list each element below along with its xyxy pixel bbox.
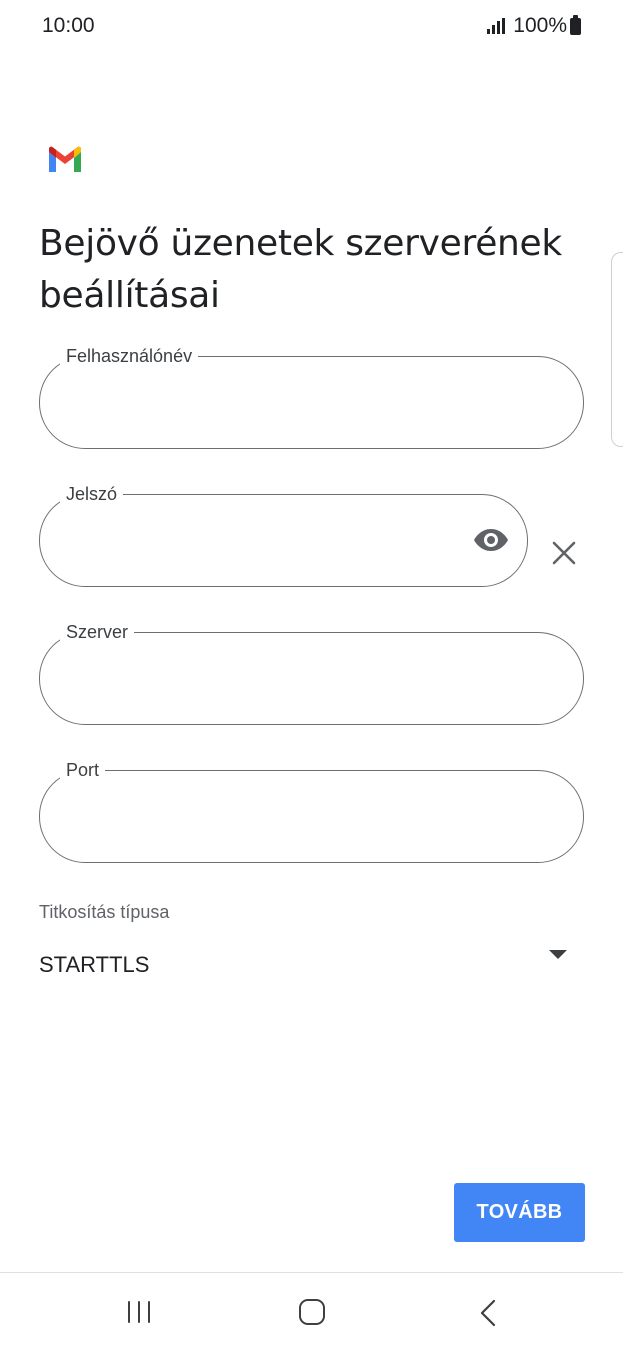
- nav-bar: [0, 1273, 623, 1349]
- scroll-indicator: [611, 252, 623, 447]
- password-label: Jelszó: [60, 482, 123, 506]
- status-icons: [487, 14, 581, 38]
- battery-percentage: 100%: [513, 14, 567, 37]
- server-field[interactable]: [39, 622, 584, 725]
- dropdown-arrow-icon[interactable]: [549, 950, 567, 959]
- status-bar: [0, 0, 623, 56]
- eye-icon[interactable]: [473, 527, 509, 553]
- recent-apps-icon[interactable]: [126, 1300, 152, 1324]
- encryption-label: Titkosítás típusa: [39, 902, 170, 922]
- username-input[interactable]: [66, 379, 549, 425]
- port-input[interactable]: [66, 793, 549, 839]
- close-icon[interactable]: [551, 540, 577, 566]
- back-icon[interactable]: [478, 1298, 498, 1328]
- home-icon[interactable]: [299, 1299, 325, 1325]
- encryption-select[interactable]: STARTTLS: [39, 952, 150, 977]
- port-field[interactable]: [39, 760, 584, 863]
- username-field[interactable]: [39, 346, 584, 449]
- server-input[interactable]: [66, 655, 549, 701]
- gmail-logo: [46, 146, 84, 174]
- next-button[interactable]: TOVÁBB: [454, 1183, 585, 1242]
- server-label: Szerver: [60, 620, 134, 644]
- port-label: Port: [60, 758, 105, 782]
- battery-icon: [570, 18, 581, 35]
- status-time: 10:00: [42, 14, 95, 37]
- password-input[interactable]: [66, 517, 446, 563]
- page-title: Bejövő üzenetek szerverének beállításai: [39, 223, 562, 316]
- password-field[interactable]: [39, 484, 528, 587]
- signal-icon: [487, 18, 507, 34]
- username-label: Felhasználónév: [60, 344, 198, 368]
